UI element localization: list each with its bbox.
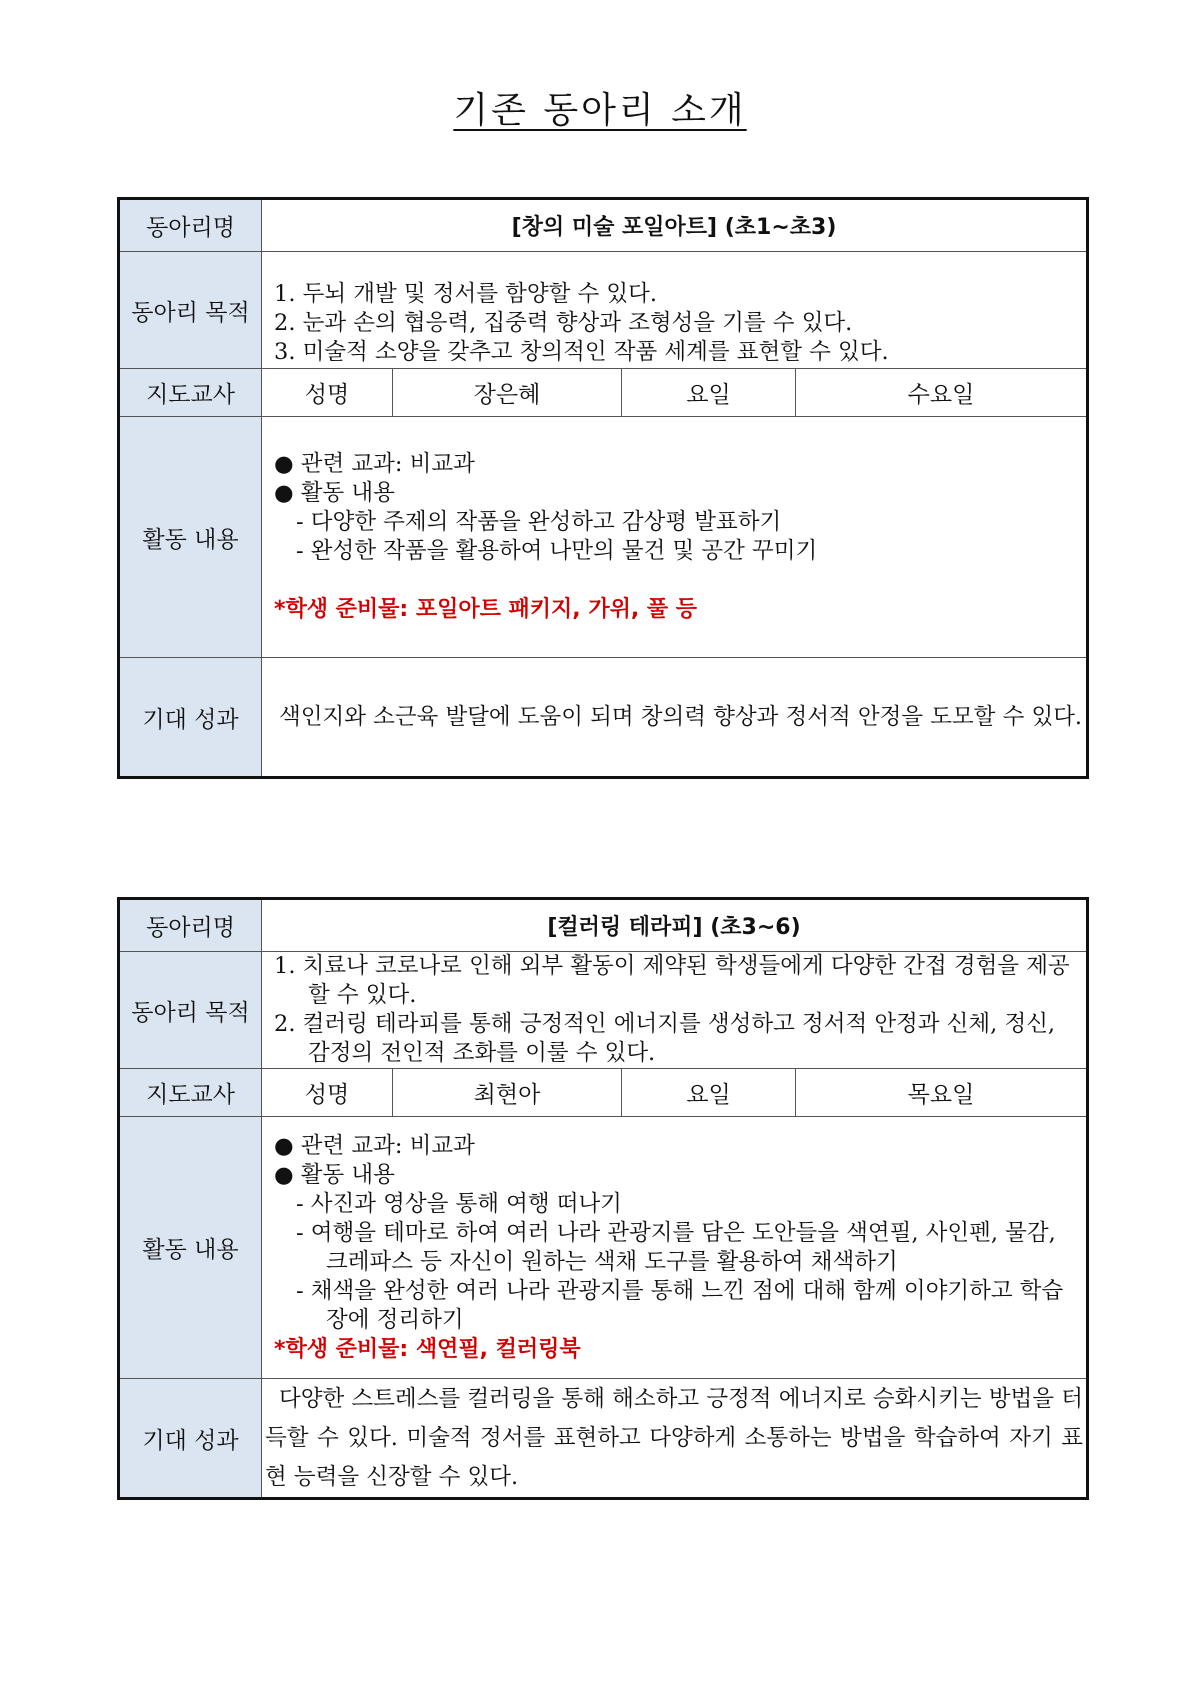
outcome-text: 다양한 스트레스를 컬러링을 통해 해소하고 긍정적 에너지로 승화시키는 방법을 터득할 수 있다. 미술적 정서를 표현하고 다양하게 소통하는 방법을 학습하여 자기 표현 능력을 신장할 수 있다. xyxy=(265,1385,1083,1490)
club-name-label: 동아리명 xyxy=(119,899,262,952)
supplies-note: *학생 준비물: 색연필, 컬러링북 xyxy=(274,1336,581,1362)
club-name: [컬러링 테라피] (초3~6) xyxy=(262,899,1088,952)
activity-item: - 완성한 작품을 활용하여 나만의 물건 및 공간 꾸미기 xyxy=(296,538,818,564)
supplies-note: *학생 준비물: 포일아트 패키지, 가위, 풀 등 xyxy=(274,597,698,622)
goal-item: 2. 컬러링 테라피를 통해 긍정적인 에너지를 생성하고 정서적 안정과 신체, 정신, 감정의 전인적 조화를 이룰 수 있다. xyxy=(274,1011,1056,1066)
activity-heading: ● 활동 내용 xyxy=(274,1161,395,1188)
activity-heading: ● 활동 내용 xyxy=(274,480,395,506)
activity-item: - 여행을 테마로 하여 여러 나라 관광지를 담은 도안들을 색연필, 사인펜, 물감, 크레파스 등 자신이 원하는 색채 도구를 활용하여 채색하기 xyxy=(296,1219,1056,1275)
related-subject: ● 관련 교과: 비교과 xyxy=(274,1132,475,1159)
club-day: 수요일 xyxy=(796,369,1088,417)
club-table-1 xyxy=(117,197,1089,779)
club-name: [창의 미술 포일아트] (초1~초3) xyxy=(262,199,1088,252)
related-subject: ● 관련 교과: 비교과 xyxy=(274,451,475,477)
teacher-name-label: 성명 xyxy=(262,1069,393,1117)
goal-item: 2. 눈과 손의 협응력, 집중력 향상과 조형성을 기를 수 있다. xyxy=(274,309,853,336)
day-label: 요일 xyxy=(622,369,796,417)
day-label: 요일 xyxy=(622,1069,796,1117)
club-goal-label: 동아리 목적 xyxy=(119,252,262,369)
activity-item: - 채색을 완성한 여러 나라 관광지를 통해 느낀 점에 대해 함께 이야기하고 학습장에 정리하기 xyxy=(296,1277,1064,1333)
activity-label: 활동 내용 xyxy=(119,1117,262,1379)
activity-item: - 다양한 주제의 작품을 완성하고 감상평 발표하기 xyxy=(296,509,782,535)
club-outcome xyxy=(262,1379,1088,1499)
outcome-text: 색인지와 소근육 발달에 도움이 되며 창의력 향상과 정서적 안정을 도모할 수 있다. xyxy=(279,703,1083,730)
club-goals xyxy=(262,952,1088,1069)
club-activities xyxy=(262,417,1088,658)
teacher-name-label: 성명 xyxy=(262,369,393,417)
club-day: 목요일 xyxy=(796,1069,1088,1117)
goal-item: 1. 치료나 코로나로 인해 외부 활동이 제약된 학생들에게 다양한 간접 경험을 제공할 수 있다. xyxy=(274,953,1070,1008)
goal-item: 3. 미술적 소양을 갖추고 창의적인 작품 세계를 표현할 수 있다. xyxy=(274,338,889,365)
teacher-label: 지도교사 xyxy=(119,1069,262,1117)
teacher-name: 최현아 xyxy=(393,1069,622,1117)
teacher-name: 장은혜 xyxy=(393,369,622,417)
activity-item: - 사진과 영상을 통해 여행 떠나기 xyxy=(296,1190,622,1217)
club-outcome xyxy=(262,658,1088,778)
club-goal-label: 동아리 목적 xyxy=(119,952,262,1069)
activity-label: 활동 내용 xyxy=(119,417,262,658)
club-goals xyxy=(262,252,1088,369)
page-title: 기존 동아리 소개 xyxy=(453,90,747,131)
club-activities xyxy=(262,1117,1088,1379)
club-table-2 xyxy=(117,897,1089,1500)
teacher-label: 지도교사 xyxy=(119,369,262,417)
club-name-label: 동아리명 xyxy=(119,199,262,252)
outcome-label: 기대 성과 xyxy=(119,658,262,778)
outcome-label: 기대 성과 xyxy=(119,1379,262,1499)
goal-item: 1. 두뇌 개발 및 정서를 함양할 수 있다. xyxy=(274,280,657,307)
